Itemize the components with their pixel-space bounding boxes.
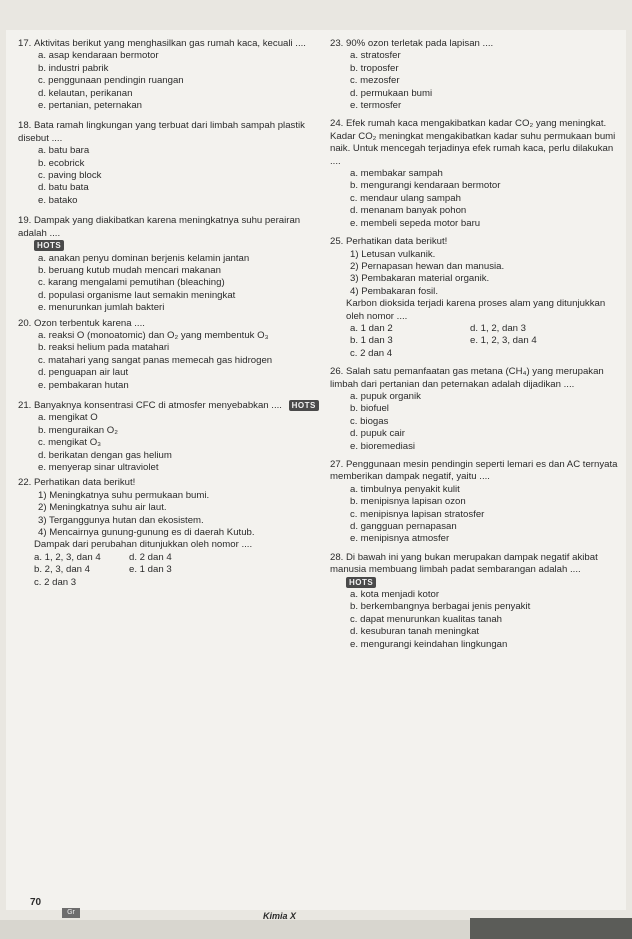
option-empty [470, 348, 590, 360]
option[interactable]: e. bioremediasi [350, 440, 416, 452]
option[interactable]: b. 2, 3, dan 4 [34, 564, 91, 576]
question-number: 18. [18, 120, 32, 132]
option[interactable]: b. menipisnya lapisan ozon [350, 496, 466, 508]
question-text: 90% ozon terletak pada lapisan .... [346, 38, 494, 49]
option[interactable]: c. dapat menurunkan kualitas tanah [350, 613, 503, 625]
question-number: 27. [330, 459, 344, 470]
option[interactable]: c. 2 dan 3 [34, 576, 77, 588]
option[interactable]: c. mengikat O₃ [38, 437, 102, 449]
option[interactable]: c. karang mengalami pemutihan (bleaching) [38, 277, 225, 289]
question-21 [18, 400, 323, 474]
question-number: 17. [18, 38, 32, 49]
option[interactable]: e. menyerap sinar ultraviolet [38, 462, 159, 473]
option[interactable]: a. kota menjadi kotor [350, 589, 440, 601]
right-column [330, 35, 622, 651]
question-text: Di bawah ini yang bukan merupakan dampak negatif akibat manusia membuang limbah padat sembarangan adalah .... [330, 551, 598, 576]
question-24 [330, 118, 622, 230]
option[interactable]: b. berkembangnya berbagai jenis penyakit [350, 601, 531, 613]
question-23 [330, 38, 622, 112]
data-item: 2) Meningkatnya suhu air laut. [38, 502, 167, 514]
option[interactable]: e. menipisnya atmosfer [350, 533, 450, 545]
question-26 [330, 366, 622, 453]
option[interactable]: b. 1 dan 3 [350, 335, 393, 347]
option[interactable]: c. matahari yang sangat panas memecah gas hidrogen [38, 354, 273, 366]
question-25 [330, 236, 622, 360]
question-prompt: Dampak dari perubahan ditunjukkan oleh nomor .... [34, 539, 253, 551]
footer-badge: Gr [62, 908, 80, 918]
question-number: 22. [18, 477, 32, 489]
option[interactable]: c. 2 dan 4 [350, 347, 393, 359]
option[interactable]: c. biogas [350, 415, 389, 427]
option[interactable]: d. permukaan bumi [350, 87, 433, 99]
option[interactable]: a. mengikat O [38, 412, 98, 424]
question-text: Bata ramah lingkungan yang terbuat dari limbah sampah plastik disebut .... [18, 120, 305, 144]
question-number: 26. [330, 366, 344, 378]
option[interactable]: b. troposfer [350, 62, 399, 74]
page-edge-dark [470, 918, 632, 939]
question-number: 28. [330, 551, 344, 563]
option[interactable]: b. ecobrick [38, 157, 85, 169]
option[interactable]: e. pertanian, peternakan [38, 100, 143, 112]
data-item: 2) Pernapasan hewan dan manusia. [350, 260, 505, 272]
option[interactable]: a. anakan penyu dominan berjenis kelamin jantan [38, 252, 250, 264]
question-number: 21. [18, 399, 32, 411]
option[interactable]: a. reaksi O (monoatomic) dan O₂ yang membentuk O₃ [38, 329, 269, 341]
question-text: Salah satu pemanfaatan gas metana (CH₄) yang merupakan limbah dari pertanian dan peternakan adalah dijadikan .... [330, 366, 604, 390]
option[interactable]: b. industri pabrik [38, 62, 109, 74]
question-22 [18, 477, 323, 589]
option[interactable]: e. membeli sepeda motor baru [350, 217, 481, 229]
page-bottom-shadow [0, 920, 470, 939]
option[interactable]: d. 1, 2, dan 3 [470, 322, 527, 334]
option[interactable]: e. batako [38, 194, 78, 206]
footer-title: Kimia X [263, 911, 297, 921]
option[interactable]: c. mezosfer [350, 75, 400, 87]
question-17 [18, 38, 323, 112]
option[interactable]: c. menipisnya lapisan stratosfer [350, 508, 485, 520]
page-number: 70 [30, 897, 42, 908]
question-number: 20. [18, 317, 32, 329]
question-number: 24. [330, 118, 344, 130]
option[interactable]: d. pupuk cair [350, 428, 405, 440]
question-prompt: Karbon dioksida terjadi karena proses alam yang ditunjukkan oleh nomor .... [346, 298, 606, 322]
data-item: 1) Meningkatnya suhu permukaan bumi. [38, 489, 210, 501]
data-item: 4) Pembakaran fosil. [350, 285, 438, 297]
question-text: Perhatikan data berikut! [346, 236, 448, 248]
option[interactable]: a. timbulnya penyakit kulit [350, 483, 460, 495]
option[interactable]: a. asap kendaraan bermotor [38, 50, 159, 62]
question-number: 23. [330, 38, 344, 49]
option[interactable]: d. kesuburan tanah meningkat [350, 626, 480, 638]
option[interactable]: d. gangguan pernapasan [350, 521, 457, 533]
option[interactable]: a. stratosfer [350, 50, 401, 62]
question-number: 19. [18, 215, 32, 227]
option[interactable]: d. penguapan air laut [38, 367, 129, 379]
option[interactable]: e. pembakaran hutan [38, 379, 129, 391]
data-item: 3) Terganggunya hutan dan ekosistem. [38, 514, 204, 526]
hots-badge: HOTS [346, 577, 376, 588]
option[interactable]: c. mendaur ulang sampah [350, 192, 461, 204]
option[interactable]: e. termosfer [350, 100, 402, 112]
option[interactable]: a. 1 dan 2 [350, 322, 393, 334]
option[interactable]: e. mengurangi keindahan lingkungan [350, 638, 508, 650]
option[interactable]: e. 1, 2, 3, dan 4 [470, 335, 537, 347]
question-28 [330, 552, 622, 651]
option[interactable]: d. berikatan dengan gas helium [38, 449, 172, 461]
data-item: 4) Mencairnya gunung-gunung es di daerah Kutub. [38, 527, 255, 539]
option[interactable]: d. populasi organisme laut semakin meningkat [38, 289, 236, 301]
option[interactable]: b. biofuel [350, 403, 389, 415]
question-text: Dampak yang diakibatkan karena meningkatnya suhu perairan adalah .... [18, 215, 301, 239]
question-19 [18, 215, 323, 314]
option[interactable]: a. pupuk organik [350, 390, 421, 402]
option[interactable]: a. membakar sampah [350, 168, 443, 180]
hots-badge: HOTS [34, 240, 64, 251]
left-column [18, 35, 323, 589]
option[interactable]: c. paving block [38, 170, 102, 182]
question-27 [330, 459, 622, 546]
option[interactable]: d. kelautan, perikanan [38, 87, 133, 99]
question-text: Perhatikan data berikut! [34, 477, 136, 489]
hots-badge: HOTS [289, 400, 319, 411]
option[interactable]: b. beruang kutub mudah mencari makanan [38, 264, 221, 276]
question-text: Aktivitas berikut yang menghasilkan gas rumah kaca, kecuali .... [34, 38, 306, 49]
question-20 [18, 318, 323, 392]
data-item: 3) Pembakaran material organik. [350, 273, 490, 285]
question-text: Efek rumah kaca mengakibatkan kadar CO₂ yang meningkat. Kadar CO₂ meningkat mengakibatkan kadar suhu permukaan bumi naik. Untuk mencegah terjadinya efek rumah kaca, perlu dilakukan .... [330, 118, 616, 167]
option[interactable]: a. batu bara [38, 145, 90, 157]
option[interactable]: e. 1 dan 3 [129, 564, 172, 576]
option[interactable]: b. reaksi helium pada matahari [38, 342, 170, 354]
option[interactable]: a. 1, 2, 3, dan 4 [34, 551, 101, 563]
option-empty [129, 577, 224, 589]
option[interactable]: b. mengurangi kendaraan bermotor [350, 180, 501, 192]
data-item: 1) Letusan vulkanik. [350, 248, 436, 260]
question-text: Ozon terbentuk karena .... [34, 317, 145, 329]
question-text: Banyaknya konsentrasi CFC di atmosfer menyebabkan .... [34, 399, 282, 411]
option[interactable]: e. menurunkan jumlah bakteri [38, 302, 165, 314]
option[interactable]: b. menguraikan O₂ [38, 424, 118, 436]
question-18 [18, 120, 323, 207]
option[interactable]: d. menanam banyak pohon [350, 205, 467, 217]
option[interactable]: d. 2 dan 4 [129, 551, 172, 563]
question-text: Penggunaan mesin pendingin seperti lemari es dan AC ternyata memberikan dampak negatif, yaitu .... [330, 459, 618, 483]
option[interactable]: d. batu bata [38, 182, 89, 194]
option[interactable]: c. penggunaan pendingin ruangan [38, 75, 184, 87]
question-number: 25. [330, 236, 344, 248]
